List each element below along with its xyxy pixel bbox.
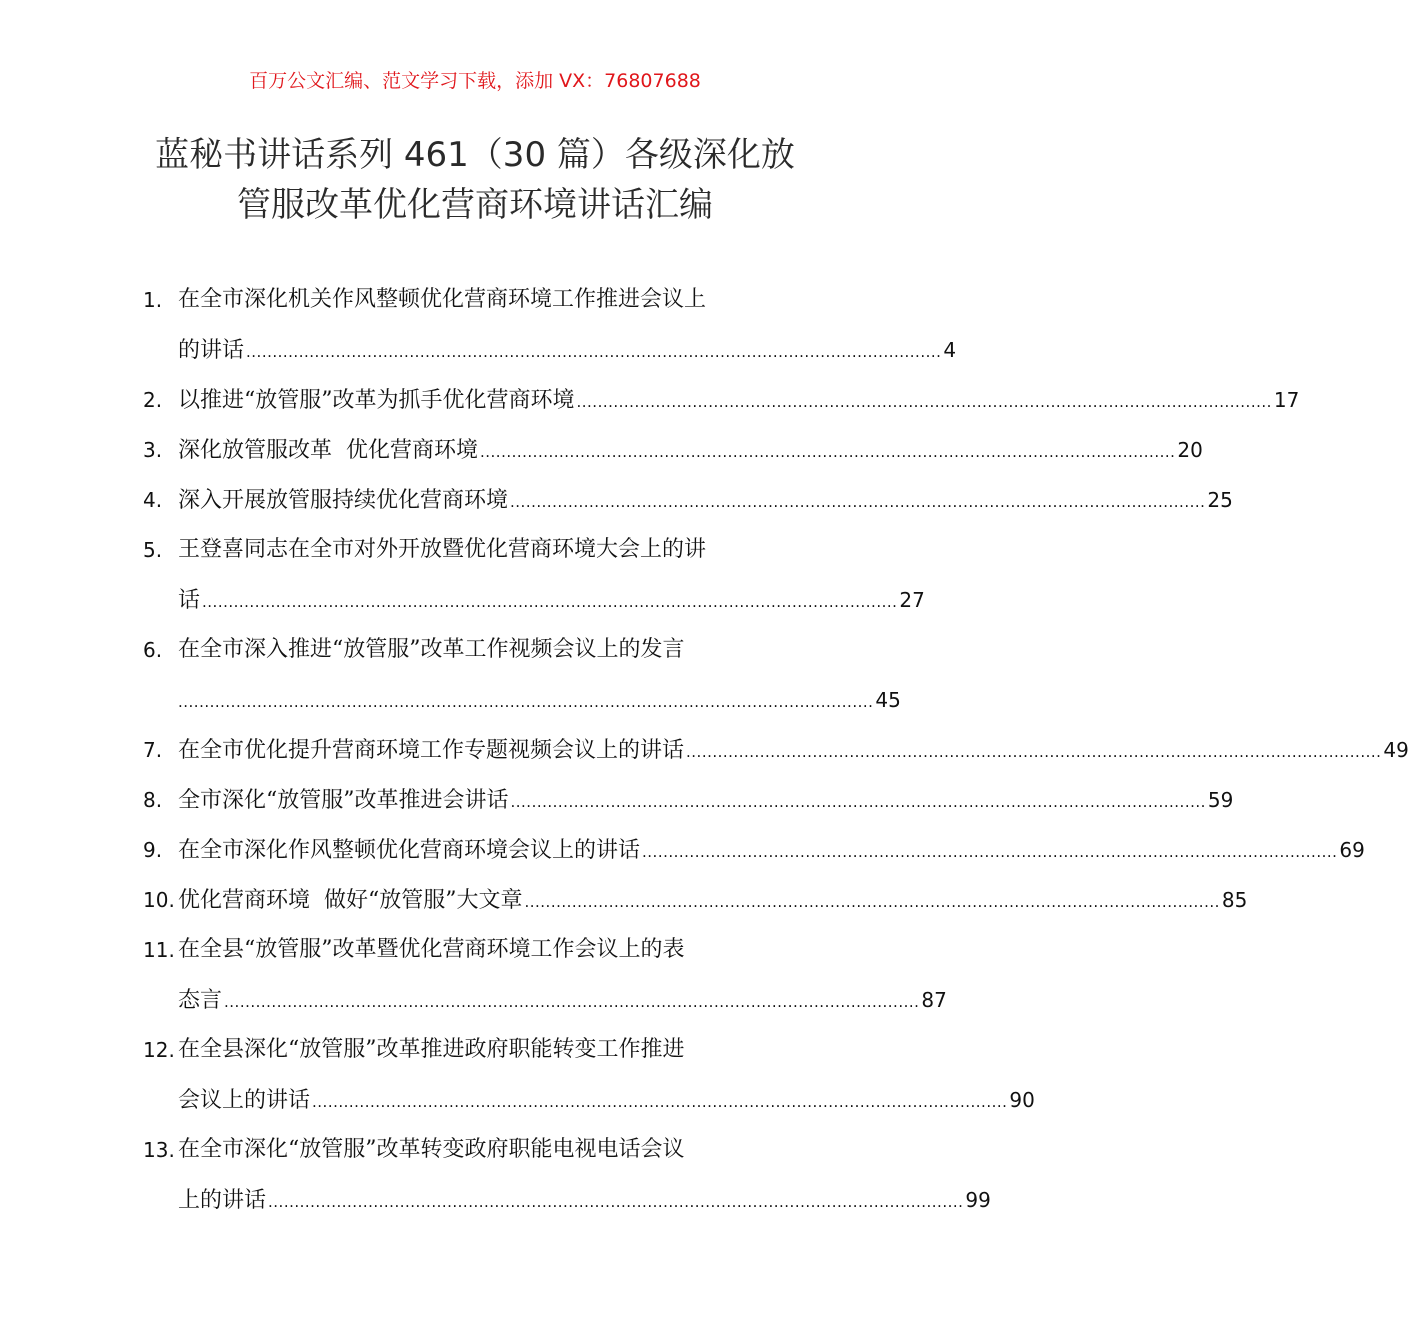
toc-entry[interactable] — [178, 835, 1365, 865]
toc-entry-title: 在全市优化提升营商环境工作专题视频会议上的讲话 — [178, 738, 685, 763]
title-line-2: 管服改革优化营商环境讲话汇编 — [237, 185, 713, 225]
toc-entry-title[interactable]: 王登喜同志在全市对外开放暨优化营商环境大会上的讲 — [178, 537, 707, 562]
toc-entry[interactable] — [178, 785, 1234, 815]
toc-page-number: 27 — [899, 588, 925, 612]
toc-entry-title[interactable]: 在全市深入推进“放管服”改革工作视频会议上的发言 — [178, 637, 685, 662]
dot-leader: .................................................................................................................................... — [178, 693, 874, 711]
toc-entry-number: 3. — [143, 438, 163, 462]
toc-entry-number: 9. — [143, 838, 163, 862]
toc-entry-number: 8. — [143, 788, 163, 812]
dot-leader: .................................................................................................................................... — [312, 1093, 1008, 1111]
toc-page-number: 59 — [1207, 788, 1234, 812]
toc-entry-title[interactable]: 在全县“放管服”改革暨优化营商环境工作会议上的表 — [178, 937, 685, 962]
toc-entry-leader[interactable] — [178, 335, 957, 365]
toc-entry-number: 10. — [143, 888, 175, 912]
toc-entry-title[interactable]: 在全市深化“放管服”改革转变政府职能电视电话会议 — [178, 1137, 685, 1162]
header-banner: 百万公文汇编、范文学习下载，添加 VX：76807688 — [249, 70, 701, 92]
toc-entry-number: 7. — [143, 738, 163, 762]
toc-page-number: 45 — [875, 688, 901, 712]
dot-leader: .................................................................................................................................... — [686, 743, 1382, 761]
dot-leader: .................................................................................................................................... — [480, 443, 1176, 461]
toc-entry-title: 以推进“放管服”改革为抓手优化营商环境 — [178, 388, 575, 413]
toc-entry-title: 深化放管服改革 优化营商环境 — [178, 438, 478, 463]
toc-entry[interactable] — [178, 885, 1248, 915]
toc-entry-number: 5. — [143, 538, 163, 562]
toc-entry-number: 13. — [143, 1138, 175, 1162]
dot-leader: .................................................................................................................................... — [224, 993, 920, 1011]
dot-leader: .................................................................................................................................... — [510, 493, 1206, 511]
toc-page-number: 4 — [943, 338, 957, 362]
toc-entry-title-cont: 上的讲话 — [178, 1188, 267, 1213]
dot-leader: .................................................................................................................................... — [576, 393, 1272, 411]
dot-leader: .................................................................................................................................... — [510, 793, 1206, 811]
dot-leader: .................................................................................................................................... — [642, 843, 1338, 861]
toc-entry-title[interactable]: 在全县深化“放管服”改革推进政府职能转变工作推进 — [178, 1037, 685, 1062]
toc-entry[interactable] — [178, 735, 1409, 765]
toc-entry-leader[interactable] — [178, 685, 901, 715]
toc-page-number: 99 — [965, 1188, 991, 1212]
toc-page-number: 17 — [1273, 388, 1300, 412]
toc-entry-leader[interactable] — [178, 585, 925, 615]
toc-entry-number: 2. — [143, 388, 163, 412]
toc-entry-title-cont: 会议上的讲话 — [178, 1088, 311, 1113]
toc-entry-title: 优化营商环境 做好“放管服”大文章 — [178, 888, 523, 913]
toc-page-number: 87 — [921, 988, 947, 1012]
toc-entry-title[interactable]: 在全市深化机关作风整顿优化营商环境工作推进会议上 — [178, 287, 707, 312]
toc-page-number: 85 — [1221, 888, 1248, 912]
toc-entry-number: 6. — [143, 638, 163, 662]
toc-entry-title: 深入开展放管服持续优化营商环境 — [178, 488, 509, 513]
toc-entry[interactable] — [178, 385, 1300, 415]
toc-entry-title: 全市深化“放管服”改革推进会讲话 — [178, 788, 509, 813]
dot-leader: .................................................................................................................................... — [202, 593, 898, 611]
toc-entry-leader[interactable] — [178, 1185, 991, 1215]
toc-entry[interactable] — [178, 485, 1233, 515]
toc-page-number: 69 — [1339, 838, 1365, 862]
toc-entry-leader[interactable] — [178, 1085, 1035, 1115]
title-line-1: 蓝秘书讲话系列 461（30 篇）各级深化放 — [155, 135, 795, 175]
toc-page-number: 20 — [1177, 438, 1203, 462]
toc-page-number: 90 — [1009, 1088, 1035, 1112]
dot-leader: .................................................................................................................................... — [524, 893, 1220, 911]
toc-entry-number: 4. — [143, 488, 163, 512]
dot-leader: .................................................................................................................................... — [268, 1193, 964, 1211]
dot-leader: .................................................................................................................................... — [246, 343, 942, 361]
toc-entry-number: 12. — [143, 1038, 175, 1062]
toc-page-number: 25 — [1207, 488, 1233, 512]
toc-entry-title-cont: 话 — [178, 588, 201, 613]
toc-entry[interactable] — [178, 435, 1203, 465]
toc-entry-title: 在全市深化作风整顿优化营商环境会议上的讲话 — [178, 838, 641, 863]
toc-entry-number: 1. — [143, 288, 163, 312]
toc-entry-leader[interactable] — [178, 985, 947, 1015]
toc-entry-title-cont: 的讲话 — [178, 338, 245, 363]
toc-entry-title-cont: 态言 — [178, 988, 223, 1013]
toc-entry-number: 11. — [143, 938, 175, 962]
toc-page-number: 49 — [1383, 738, 1409, 762]
